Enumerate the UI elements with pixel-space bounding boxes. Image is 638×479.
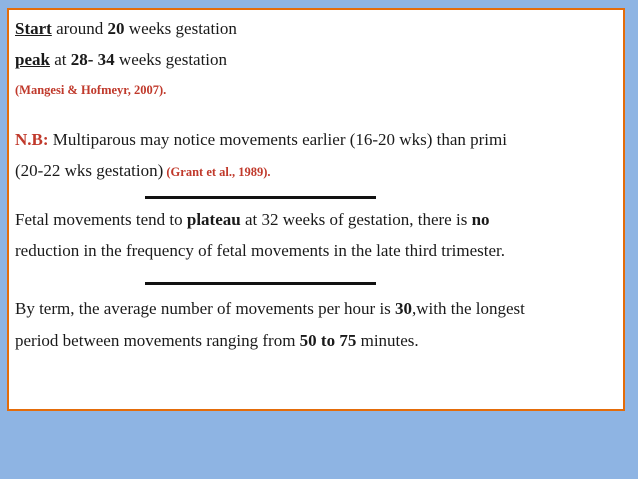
para2-line-2: reduction in the frequency of fetal movements in the late third trimester. bbox=[15, 241, 506, 260]
weeks-20: 20 bbox=[107, 19, 125, 38]
start-label: Start bbox=[15, 19, 52, 38]
nb-text-1: Multiparous may notice movements earlier (16-20 wks) than primi bbox=[48, 130, 507, 149]
para2-text-1: Fetal movements tend to bbox=[15, 210, 187, 229]
para2-text-2: at 32 weeks of gestation, there is bbox=[240, 210, 472, 229]
para3-text-3: period between movements ranging from bbox=[15, 331, 300, 350]
nb-text-2: (20-22 wks gestation) bbox=[15, 161, 164, 180]
nb-line-2 bbox=[15, 161, 271, 182]
line-peak bbox=[15, 50, 227, 70]
no-word: no bbox=[471, 210, 490, 229]
divider-rule-1 bbox=[145, 196, 376, 199]
peak-label: peak bbox=[15, 50, 50, 69]
peak-gestation-text: weeks gestation bbox=[114, 50, 228, 69]
weeks-gestation-text: weeks gestation bbox=[124, 19, 237, 38]
para3-line-1 bbox=[15, 299, 525, 319]
plateau-word: plateau bbox=[186, 210, 241, 229]
line-start bbox=[15, 19, 237, 39]
para3-text-4: minutes. bbox=[356, 331, 419, 350]
peak-range: 28- 34 bbox=[70, 50, 115, 69]
para3-text-2: ,with the longest bbox=[412, 299, 525, 318]
nb-label: N.B: bbox=[15, 130, 49, 149]
nb-line-1 bbox=[15, 130, 507, 150]
at-text: at bbox=[49, 50, 71, 69]
citation-grant: (Grant et al., 1989). bbox=[163, 165, 271, 179]
para3-line-2 bbox=[15, 331, 419, 351]
para2-line-1 bbox=[15, 210, 490, 230]
divider-rule-2 bbox=[145, 282, 376, 285]
thirty-value: 30 bbox=[395, 299, 413, 318]
around-text: around bbox=[51, 19, 108, 38]
citation-mangesi: (Mangesi & Hofmeyr, 2007). bbox=[15, 83, 167, 97]
minutes-range: 50 to 75 bbox=[299, 331, 357, 350]
slide-content-box bbox=[7, 8, 625, 411]
para3-text-1: By term, the average number of movements per hour is bbox=[15, 299, 396, 318]
